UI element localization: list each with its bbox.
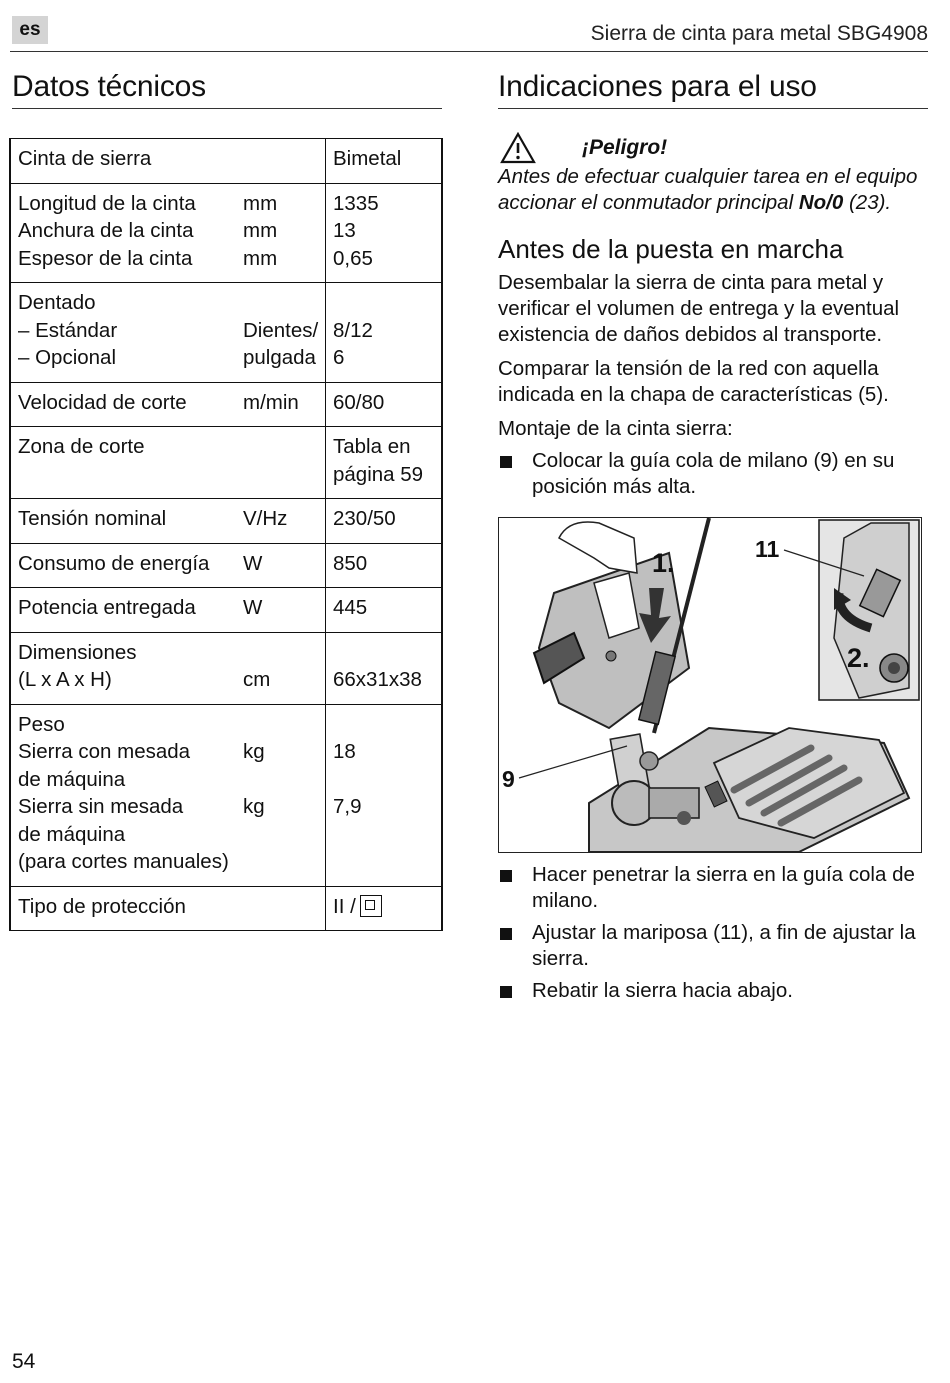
step-2-label: 2. <box>847 643 870 673</box>
header-divider <box>10 51 928 52</box>
spec-unit <box>243 893 323 921</box>
technical-data-rule <box>12 108 442 109</box>
spec-unit: kg <box>243 740 265 763</box>
spec-unit: Dientes/ <box>243 318 319 342</box>
spec-unit <box>243 766 323 794</box>
spec-value <box>333 711 435 739</box>
spec-label: Dimensiones <box>18 640 137 664</box>
table-row <box>10 886 442 931</box>
spec-unit: mm <box>243 191 278 215</box>
spec-unit <box>243 848 323 876</box>
paragraph-voltage: Comparar la tensión de la red con aquella indicada en la chapa de características (5). <box>498 357 889 406</box>
warning-text: Antes de efectuar cualquier tarea en el equipo accionar el conmutador principal No/0 (23). <box>498 165 918 214</box>
spec-value-cell <box>326 139 443 184</box>
spec-label: Tensión nominal <box>18 507 167 530</box>
spec-label-cell <box>10 139 243 184</box>
spec-value: 6 <box>333 346 345 369</box>
spec-label-cell <box>10 704 243 886</box>
spec-label: Espesor de la cinta <box>18 246 193 270</box>
spec-unit: V/Hz <box>243 507 288 530</box>
step-1-label: 1. <box>652 548 675 578</box>
spec-label-cell <box>10 427 243 499</box>
spec-value-cell <box>326 382 443 427</box>
spec-unit-cell <box>243 543 326 588</box>
spec-label: Consumo de energía <box>18 551 210 575</box>
spec-unit: m/min <box>243 390 299 414</box>
spec-value: 0,65 <box>333 246 373 270</box>
bullet-square-icon <box>500 870 512 882</box>
page-number: 54 <box>12 1350 36 1373</box>
list-item: Colocar la guía cola de milano (9) en su posición más alta. <box>498 448 928 500</box>
spec-unit: W <box>243 551 263 575</box>
spec-label: (para cortes manuales) <box>18 850 229 873</box>
spec-label: de máquina <box>18 767 126 791</box>
spec-label-cell <box>10 886 243 931</box>
table-row <box>10 427 442 499</box>
table-row <box>10 543 442 588</box>
spec-unit <box>243 289 323 317</box>
spec-unit: kg <box>243 795 265 818</box>
spec-unit-cell <box>243 704 326 886</box>
table-row <box>10 588 442 633</box>
spec-unit <box>243 145 323 173</box>
warning-triangle-icon <box>500 132 536 164</box>
list-item: Ajustar la mariposa (11), a fin de ajustar la sierra. <box>498 920 928 972</box>
spec-value-cell <box>326 886 443 931</box>
spec-unit-cell <box>243 588 326 633</box>
paragraph-unpack: Desembalar la sierra de cinta para metal y verificar el volumen de entrega y la eventual existencia de daños debidos al transporte. <box>498 271 900 346</box>
paragraph-mounting: Montaje de la cinta sierra: <box>498 417 733 440</box>
spec-label: de máquina <box>18 822 126 846</box>
table-row <box>10 183 442 283</box>
document-title: Sierra de cinta para metal SBG4908 <box>590 22 928 45</box>
specs-table <box>9 138 443 931</box>
spec-value-cell <box>326 427 443 499</box>
before-startup-heading: Antes de la puesta en marcha <box>498 234 844 264</box>
spec-value: 8/12 <box>333 318 373 342</box>
table-row <box>10 704 442 886</box>
spec-unit-cell <box>243 632 326 704</box>
spec-unit <box>243 821 323 849</box>
spec-label: – Estándar <box>18 318 118 342</box>
spec-label-cell <box>10 382 243 427</box>
spec-value-cell <box>326 588 443 633</box>
spec-unit: cm <box>243 668 271 691</box>
spec-label: Dentado <box>18 291 96 314</box>
spec-value: 850 <box>333 551 368 575</box>
protection-class-ii-icon <box>360 895 382 917</box>
spec-label: Tipo de protección <box>18 894 186 918</box>
assembly-figure <box>498 517 922 853</box>
usage-rule <box>498 108 928 109</box>
spec-unit <box>243 639 323 667</box>
spec-value: 66x31x38 <box>333 668 422 691</box>
table-row <box>10 139 442 184</box>
spec-value: página 59 <box>333 462 424 486</box>
spec-value <box>333 766 435 794</box>
spec-label-cell <box>10 588 243 633</box>
spec-unit <box>243 433 323 461</box>
spec-value: 230/50 <box>333 507 396 530</box>
spec-unit: W <box>243 596 263 619</box>
spec-label: Velocidad de corte <box>18 390 187 414</box>
table-row <box>10 382 442 427</box>
spec-label-cell <box>10 283 243 383</box>
post-figure-steps <box>498 862 928 1010</box>
list-item: Rebatir la sierra hacia abajo. <box>498 978 928 1004</box>
spec-value: 60/80 <box>333 390 385 414</box>
bullet-square-icon <box>500 986 512 998</box>
bullet-square-icon <box>500 928 512 940</box>
spec-label-cell <box>10 499 243 544</box>
spec-unit: mm <box>243 219 278 242</box>
spec-value <box>333 848 435 876</box>
spec-value: 445 <box>333 596 368 619</box>
part-11-label: 11 <box>755 536 780 562</box>
spec-label: (L x A x H) <box>18 668 112 691</box>
spec-value <box>333 289 435 317</box>
spec-unit: mm <box>243 246 278 270</box>
spec-unit-cell <box>243 886 326 931</box>
spec-label-cell <box>10 632 243 704</box>
spec-label-cell <box>10 543 243 588</box>
spec-unit-cell <box>243 499 326 544</box>
spec-label: – Opcional <box>18 346 117 369</box>
spec-value-cell <box>326 543 443 588</box>
spec-label: Cinta de sierra <box>18 147 152 170</box>
table-row <box>10 283 442 383</box>
before-startup-section <box>498 236 928 506</box>
technical-data-heading: Datos técnicos <box>12 70 206 103</box>
spec-value-cell <box>326 704 443 886</box>
spec-value: II / <box>333 894 356 918</box>
table-row <box>10 499 442 544</box>
spec-unit-cell <box>243 183 326 283</box>
list-item: Hacer penetrar la sierra en la guía cola de milano. <box>498 862 928 914</box>
warning-block <box>498 132 928 216</box>
spec-unit-cell <box>243 427 326 499</box>
band-saw-illustration <box>499 518 921 852</box>
spec-value: Bimetal <box>333 147 402 170</box>
spec-label: Zona de corte <box>18 435 145 458</box>
spec-value: Tabla en <box>333 435 411 458</box>
spec-value <box>333 821 435 849</box>
spec-unit-cell <box>243 139 326 184</box>
spec-label: Peso <box>18 712 65 736</box>
spec-unit-cell <box>243 283 326 383</box>
spec-value <box>333 639 435 667</box>
spec-unit-cell <box>243 382 326 427</box>
usage-heading: Indicaciones para el uso <box>498 70 817 103</box>
spec-value-cell <box>326 499 443 544</box>
spec-unit: pulgada <box>243 346 316 369</box>
spec-unit <box>243 711 323 739</box>
bullet-square-icon <box>500 456 512 468</box>
spec-value: 18 <box>333 740 356 763</box>
spec-label: Sierra con mesada <box>18 740 191 763</box>
spec-label-cell <box>10 183 243 283</box>
spec-label: Sierra sin mesada <box>18 795 184 818</box>
spec-value-cell <box>326 632 443 704</box>
danger-label: ¡Peligro! <box>582 136 668 159</box>
spec-value: 1335 <box>333 191 379 215</box>
spec-label: Anchura de la cinta <box>18 219 194 242</box>
table-row <box>10 632 442 704</box>
spec-label: Longitud de la cinta <box>18 191 196 215</box>
part-9-label: 9 <box>502 766 515 792</box>
spec-label: Potencia entregada <box>18 596 196 619</box>
language-badge: es <box>12 16 48 44</box>
spec-value-cell <box>326 183 443 283</box>
spec-value: 13 <box>333 219 356 242</box>
spec-value: 7,9 <box>333 795 362 818</box>
spec-value-cell <box>326 283 443 383</box>
